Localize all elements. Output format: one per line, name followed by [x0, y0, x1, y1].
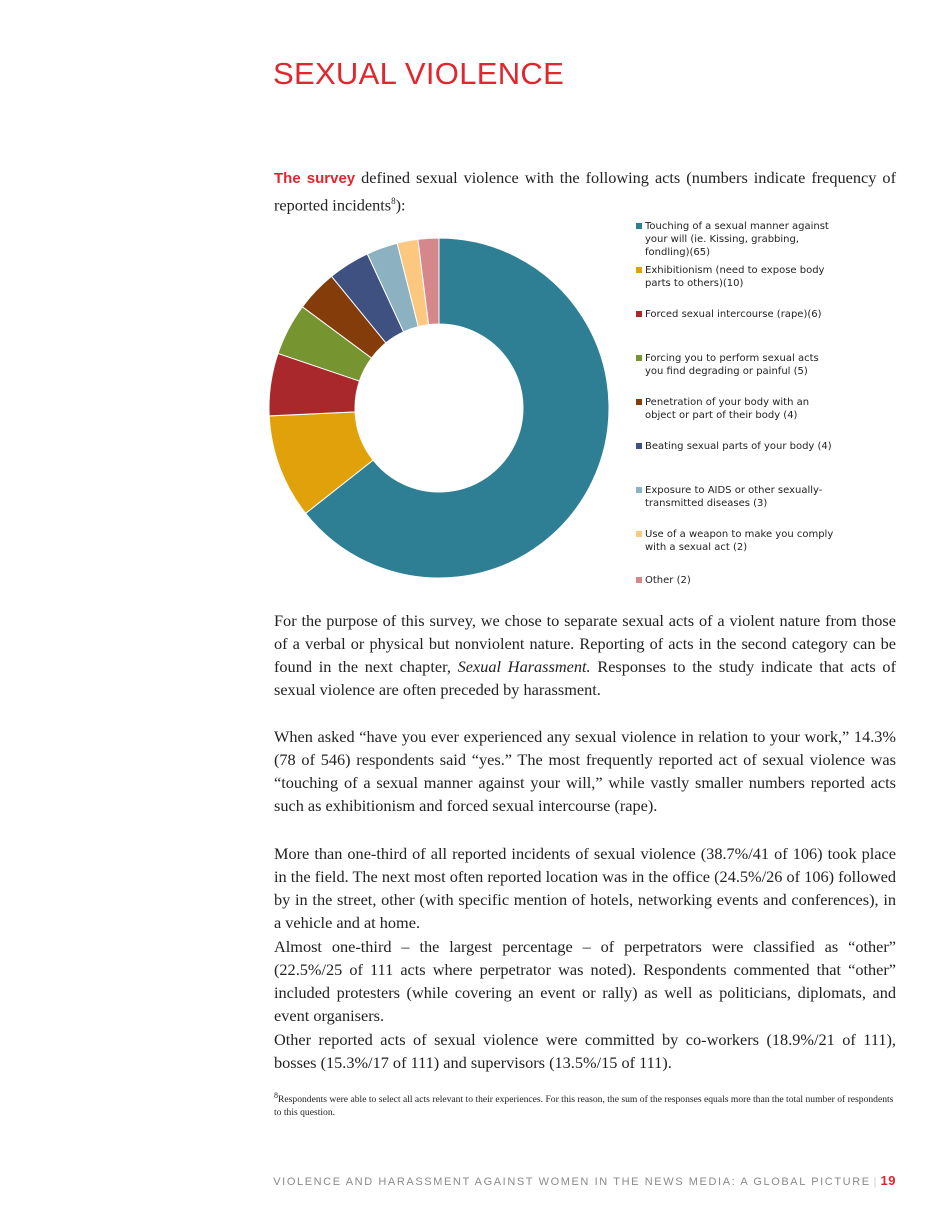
body-paragraph-1	[274, 609, 896, 701]
legend-label-6: Beating sexual parts of your body (4)	[645, 441, 832, 452]
body-paragraph-3: More than one-third of all reported incidents of sexual violence (38.7%/41 of 106) took place in the field. The next most often reported location was in the office (24.5%/26 of 106) followed by in the street, other (with specific mention of hotels, networking events and conferences), in a vehicle and at home.	[274, 844, 896, 932]
legend-item-1	[636, 220, 840, 259]
legend-swatch-1	[636, 223, 642, 229]
intro-tail: ):	[395, 195, 406, 215]
footnote-text: Respondents were able to select all acts relevant to their experiences. For this reason, the sum of the responses equals more than the total number of respondents to this question.	[274, 1094, 894, 1119]
footnote-ref: 8	[391, 196, 396, 206]
p1-chapter-title: Sexual Harassment.	[457, 657, 591, 676]
legend-label-1: Touching of a sexual manner against your will (ie. Kissing, grabbing, fondling)(65)	[645, 221, 829, 258]
legend-item-9	[636, 574, 840, 587]
page-number: 19	[880, 1173, 896, 1188]
legend-label-9: Other (2)	[645, 575, 691, 586]
legend-label-2: Exhibitionism (need to expose body parts to others)(10)	[645, 265, 825, 289]
legend-item-2	[636, 264, 840, 290]
legend-label-4: Forcing you to perform sexual acts you find degrading or painful (5)	[645, 353, 819, 377]
intro-paragraph	[274, 166, 896, 216]
legend-item-8	[636, 528, 840, 554]
legend-label-8: Use of a weapon to make you comply with a sexual act (2)	[645, 529, 834, 553]
legend-label-3: Forced sexual intercourse (rape)(6)	[645, 309, 822, 320]
body-paragraph-4: Almost one-third – the largest percentage – of perpetrators were classified as “other” (22.5%/25 of 111 acts where perpetrator was noted). Respondents commented that “other” included protesters (while covering an event or rally) as well as politicians, diplomats, and event organisers.	[274, 937, 896, 1025]
intro-text: defined sexual violence with the following acts (numbers indicate frequency of reported incidents	[274, 168, 896, 215]
legend-item-3	[636, 308, 840, 321]
body-paragraph-5: Other reported acts of sexual violence were committed by co-workers (18.9%/21 of 111), bosses (15.3%/17 of 111) and supervisors (13.5%/15 of 111).	[274, 1030, 896, 1072]
legend-swatch-3	[636, 311, 642, 317]
footer-separator: |	[873, 1176, 877, 1188]
legend-item-7	[636, 484, 840, 510]
legend-label-7: Exposure to AIDS or other sexually-transmitted diseases (3)	[645, 485, 823, 509]
legend-swatch-5	[636, 399, 642, 405]
legend-swatch-9	[636, 577, 642, 583]
legend-item-6	[636, 440, 840, 453]
footer-title: VIOLENCE AND HARASSMENT AGAINST WOMEN IN THE NEWS MEDIA: A GLOBAL PICTURE	[273, 1176, 871, 1188]
chart-legend	[636, 220, 836, 600]
legend-item-4	[636, 352, 840, 378]
legend-swatch-7	[636, 487, 642, 493]
page-footer	[273, 1173, 896, 1188]
legend-swatch-4	[636, 355, 642, 361]
legend-swatch-8	[636, 531, 642, 537]
p1-before: For the purpose of this survey, we chose to separate sexual acts of a violent nature from those of a verbal or physical but nonviolent nature. Reporting of acts in the second category can be found in the next chapter,	[274, 611, 896, 676]
legend-swatch-2	[636, 267, 642, 273]
p1-after: Responses to the study indicate that acts of sexual violence are often preceded by harassment.	[274, 657, 896, 699]
footnote-marker: 8	[274, 1091, 278, 1100]
page-title: SEXUAL VIOLENCE	[273, 56, 565, 91]
donut-chart	[262, 226, 622, 590]
body-paragraph-2: When asked “have you ever experienced any sexual violence in relation to your work,” 14.3% (78 of 546) respondents said “yes.” The most frequently reported act of sexual violence was “touching of a sexual manner against your will,” while vastly smaller numbers reported acts such as exhibitionism and forced sexual intercourse (rape).	[274, 727, 896, 815]
intro-lead: The survey	[274, 170, 356, 187]
legend-swatch-6	[636, 443, 642, 449]
legend-label-5: Penetration of your body with an object or part of their body (4)	[645, 397, 810, 421]
footnote	[274, 1089, 894, 1119]
legend-item-5	[636, 396, 840, 422]
